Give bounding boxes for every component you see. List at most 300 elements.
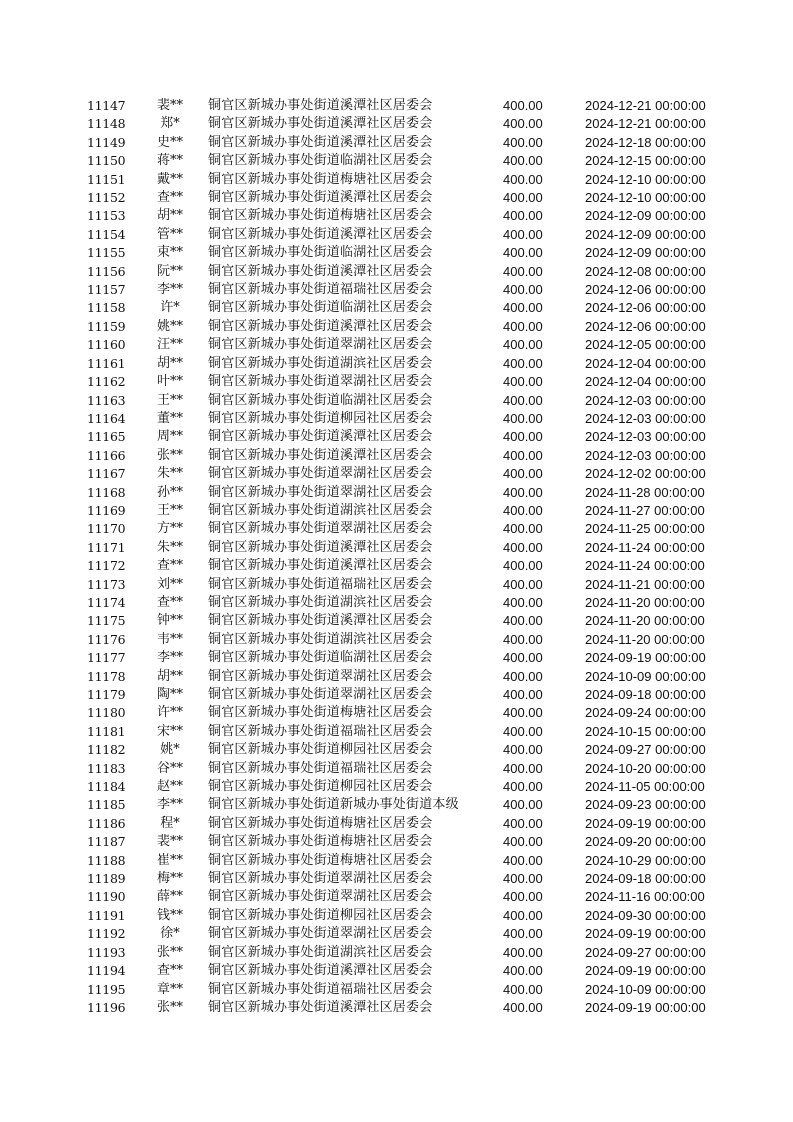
amount: 400.00 — [503, 705, 543, 721]
record-id: 11166 — [87, 447, 126, 463]
record-id: 11154 — [87, 226, 126, 242]
record-id: 11150 — [87, 153, 126, 169]
table-row — [0, 428, 793, 446]
payment-date: 2024-09-18 00:00:00 — [585, 687, 706, 702]
record-id: 11148 — [87, 116, 126, 132]
amount: 400.00 — [503, 871, 543, 887]
table-row — [0, 760, 793, 778]
recipient-name: 姚* — [160, 742, 180, 758]
recipient-name: 阮** — [156, 263, 183, 279]
community-name: 铜官区新城办事处街道溪潭社区居委会 — [208, 226, 433, 242]
payment-date: 2024-11-21 00:00:00 — [585, 576, 705, 592]
payment-date: 2024-12-10 00:00:00 — [585, 190, 706, 206]
amount: 400.00 — [503, 171, 543, 187]
payment-date: 2024-09-19 00:00:00 — [585, 999, 706, 1015]
table-row — [0, 833, 793, 851]
record-id: 11147 — [87, 98, 126, 113]
amount: 400.00 — [503, 999, 543, 1015]
payment-date: 2024-12-04 00:00:00 — [585, 355, 706, 371]
amount: 400.00 — [503, 429, 543, 445]
table-row — [0, 207, 793, 225]
amount: 400.00 — [503, 631, 543, 647]
community-name: 铜官区新城办事处街道翠湖社区居委会 — [208, 374, 433, 390]
community-name: 铜官区新城办事处街道梅塘社区居委会 — [208, 705, 433, 721]
community-name: 铜官区新城办事处街道临湖社区居委会 — [208, 153, 433, 169]
table-row — [0, 189, 793, 207]
record-id: 11160 — [87, 337, 126, 353]
record-id: 11195 — [87, 981, 126, 997]
record-id: 11171 — [87, 539, 126, 555]
recipient-name: 周** — [156, 429, 183, 445]
amount: 400.00 — [503, 926, 543, 942]
payment-date: 2024-11-20 00:00:00 — [585, 613, 705, 629]
amount: 400.00 — [503, 484, 543, 500]
recipient-name: 王** — [156, 502, 183, 518]
community-name: 铜官区新城办事处街道梅塘社区居委会 — [208, 815, 433, 831]
community-name: 铜官区新城办事处街道溪潭社区居委会 — [208, 116, 433, 132]
record-id: 11191 — [87, 907, 126, 923]
table-row — [0, 594, 793, 612]
recipient-name: 史** — [156, 134, 183, 150]
community-name: 铜官区新城办事处街道溪潭社区居委会 — [208, 447, 433, 463]
amount: 400.00 — [503, 447, 543, 463]
payment-date: 2024-12-15 00:00:00 — [585, 153, 706, 169]
amount: 400.00 — [503, 963, 543, 979]
record-id: 11159 — [87, 318, 126, 334]
payment-date: 2024-10-29 00:00:00 — [585, 852, 706, 868]
table-row — [0, 852, 793, 870]
community-name: 铜官区新城办事处街道溪潭社区居委会 — [208, 999, 433, 1015]
recipient-name: 赵** — [156, 779, 183, 795]
table-row — [0, 631, 793, 649]
community-name: 铜官区新城办事处街道柳园社区居委会 — [208, 779, 433, 795]
amount: 400.00 — [503, 466, 543, 482]
recipient-name: 李** — [156, 650, 183, 666]
table-row — [0, 741, 793, 759]
amount: 400.00 — [503, 723, 543, 739]
recipient-name: 许** — [156, 705, 183, 721]
recipient-name: 章** — [156, 981, 183, 997]
payment-date: 2024-09-30 00:00:00 — [585, 907, 706, 923]
table-row — [0, 318, 793, 336]
recipient-name: 张** — [156, 447, 183, 463]
recipient-name: 汪** — [156, 337, 183, 353]
record-id: 11182 — [87, 742, 126, 758]
table-row — [0, 244, 793, 262]
payment-date: 2024-12-10 00:00:00 — [585, 171, 706, 187]
community-name: 铜官区新城办事处街道福瑞社区居委会 — [208, 282, 433, 298]
recipient-name: 董** — [156, 410, 183, 426]
community-name: 铜官区新城办事处街道新城办事处街道本级 — [208, 797, 459, 813]
amount: 400.00 — [503, 300, 543, 316]
record-id: 11158 — [87, 300, 126, 316]
table-row — [0, 870, 793, 888]
recipient-name: 裴** — [156, 834, 183, 850]
table-row — [0, 981, 793, 999]
payment-date: 2024-09-19 00:00:00 — [585, 963, 706, 979]
amount: 400.00 — [503, 760, 543, 776]
amount: 400.00 — [503, 134, 543, 150]
community-name: 铜官区新城办事处街道翠湖社区居委会 — [208, 521, 433, 537]
record-id: 11167 — [87, 466, 126, 482]
table-row — [0, 944, 793, 962]
record-id: 11172 — [87, 558, 126, 574]
recipient-name: 郑* — [160, 116, 180, 132]
table-row — [0, 668, 793, 686]
recipient-name: 叶** — [156, 374, 183, 390]
community-name: 铜官区新城办事处街道临湖社区居委会 — [208, 245, 433, 261]
payment-date: 2024-12-03 00:00:00 — [585, 392, 706, 408]
community-name: 铜官区新城办事处街道梅塘社区居委会 — [208, 171, 433, 187]
payment-date: 2024-10-20 00:00:00 — [585, 760, 706, 776]
recipient-name: 戴** — [156, 171, 183, 187]
amount: 400.00 — [503, 613, 543, 629]
community-name: 铜官区新城办事处街道溪潭社区居委会 — [208, 613, 433, 629]
table-row — [0, 649, 793, 667]
record-id: 11149 — [87, 134, 126, 150]
payment-date: 2024-09-27 00:00:00 — [585, 742, 706, 758]
recipient-name: 管** — [156, 226, 183, 242]
table-row — [0, 97, 793, 115]
payment-date: 2024-09-19 00:00:00 — [585, 815, 706, 831]
amount: 400.00 — [503, 337, 543, 353]
record-id: 11152 — [87, 190, 126, 206]
amount: 400.00 — [503, 410, 543, 426]
amount: 400.00 — [503, 944, 543, 960]
community-name: 铜官区新城办事处街道临湖社区居委会 — [208, 650, 433, 666]
table-row — [0, 723, 793, 741]
table-row — [0, 281, 793, 299]
payment-date: 2024-11-20 00:00:00 — [585, 594, 705, 610]
table-row — [0, 502, 793, 520]
payment-date: 2024-11-24 00:00:00 — [585, 558, 705, 574]
table-row — [0, 226, 793, 244]
payment-date: 2024-10-09 00:00:00 — [585, 981, 706, 997]
record-id: 11192 — [87, 926, 126, 942]
payment-date: 2024-11-24 00:00:00 — [585, 539, 705, 555]
table-row — [0, 447, 793, 465]
recipient-name: 崔** — [156, 852, 183, 868]
payment-date: 2024-11-28 00:00:00 — [585, 484, 705, 500]
payment-date: 2024-12-03 00:00:00 — [585, 447, 706, 463]
record-id: 11194 — [87, 963, 126, 979]
table-row — [0, 962, 793, 980]
amount: 400.00 — [503, 815, 543, 831]
record-id: 11151 — [87, 171, 126, 187]
community-name: 铜官区新城办事处街道翠湖社区居委会 — [208, 466, 433, 482]
community-name: 铜官区新城办事处街道福瑞社区居委会 — [208, 723, 433, 739]
recipient-name: 王** — [156, 392, 183, 408]
community-name: 铜官区新城办事处街道湖滨社区居委会 — [208, 355, 433, 371]
payment-date: 2024-12-21 00:00:00 — [585, 116, 706, 132]
recipient-name: 方** — [156, 521, 183, 537]
community-name: 铜官区新城办事处街道湖滨社区居委会 — [208, 502, 433, 518]
table-row — [0, 410, 793, 428]
table-row — [0, 263, 793, 281]
amount: 400.00 — [503, 539, 543, 555]
payment-date: 2024-09-18 00:00:00 — [585, 871, 706, 887]
amount: 400.00 — [503, 687, 543, 702]
record-id: 11157 — [87, 282, 126, 298]
amount: 400.00 — [503, 355, 543, 371]
subsidy-table — [0, 97, 793, 1017]
payment-date: 2024-12-03 00:00:00 — [585, 429, 706, 445]
table-row — [0, 373, 793, 391]
table-row — [0, 612, 793, 630]
record-id: 11190 — [87, 889, 126, 905]
community-name: 铜官区新城办事处街道临湖社区居委会 — [208, 300, 433, 316]
recipient-name: 束** — [156, 245, 183, 261]
amount: 400.00 — [503, 576, 543, 592]
table-row — [0, 355, 793, 373]
record-id: 11173 — [87, 576, 126, 592]
payment-date: 2024-09-24 00:00:00 — [585, 705, 706, 721]
record-id: 11185 — [87, 797, 126, 813]
amount: 400.00 — [503, 981, 543, 997]
payment-date: 2024-12-02 00:00:00 — [585, 466, 706, 482]
table-row — [0, 134, 793, 152]
community-name: 铜官区新城办事处街道溪潭社区居委会 — [208, 318, 433, 334]
amount: 400.00 — [503, 153, 543, 169]
recipient-name: 刘** — [156, 576, 183, 592]
recipient-name: 查** — [156, 594, 183, 610]
record-id: 11163 — [87, 392, 126, 408]
community-name: 铜官区新城办事处街道翠湖社区居委会 — [208, 871, 433, 887]
payment-date: 2024-12-06 00:00:00 — [585, 282, 706, 298]
amount: 400.00 — [503, 318, 543, 334]
amount: 400.00 — [503, 650, 543, 666]
payment-date: 2024-09-27 00:00:00 — [585, 944, 706, 960]
amount: 400.00 — [503, 263, 543, 279]
table-row — [0, 888, 793, 906]
community-name: 铜官区新城办事处街道溪潭社区居委会 — [208, 134, 433, 150]
amount: 400.00 — [503, 889, 543, 905]
table-row — [0, 796, 793, 814]
amount: 400.00 — [503, 779, 543, 795]
recipient-name: 程* — [160, 815, 180, 831]
community-name: 铜官区新城办事处街道柳园社区居委会 — [208, 907, 433, 923]
recipient-name: 李** — [156, 797, 183, 813]
community-name: 铜官区新城办事处街道溪潭社区居委会 — [208, 98, 433, 113]
payment-date: 2024-12-18 00:00:00 — [585, 134, 706, 150]
payment-date: 2024-12-06 00:00:00 — [585, 318, 706, 334]
record-id: 11189 — [87, 871, 126, 887]
table-row — [0, 778, 793, 796]
community-name: 铜官区新城办事处街道翠湖社区居委会 — [208, 484, 433, 500]
community-name: 铜官区新城办事处街道翠湖社区居委会 — [208, 889, 433, 905]
payment-date: 2024-11-05 00:00:00 — [585, 779, 705, 795]
recipient-name: 朱** — [156, 466, 183, 482]
community-name: 铜官区新城办事处街道梅塘社区居委会 — [208, 852, 433, 868]
recipient-name: 陶** — [156, 687, 183, 702]
payment-date: 2024-12-09 00:00:00 — [585, 245, 706, 261]
recipient-name: 许* — [160, 300, 180, 316]
amount: 400.00 — [503, 116, 543, 132]
amount: 400.00 — [503, 852, 543, 868]
amount: 400.00 — [503, 392, 543, 408]
table-row — [0, 576, 793, 594]
community-name: 铜官区新城办事处街道湖滨社区居委会 — [208, 594, 433, 610]
record-id: 11165 — [87, 429, 126, 445]
record-id: 11196 — [87, 999, 126, 1015]
recipient-name: 李** — [156, 282, 183, 298]
table-row — [0, 484, 793, 502]
payment-date: 2024-09-19 00:00:00 — [585, 926, 706, 942]
record-id: 11155 — [87, 245, 126, 261]
table-row — [0, 171, 793, 189]
table-row — [0, 704, 793, 722]
record-id: 11187 — [87, 834, 126, 850]
recipient-name: 孙** — [156, 484, 183, 500]
record-id: 11164 — [87, 410, 126, 426]
payment-date: 2024-12-09 00:00:00 — [585, 208, 706, 224]
payment-date: 2024-12-05 00:00:00 — [585, 337, 706, 353]
payment-date: 2024-09-19 00:00:00 — [585, 650, 706, 666]
record-id: 11162 — [87, 374, 126, 390]
record-id: 11178 — [87, 668, 126, 684]
payment-date: 2024-12-08 00:00:00 — [585, 263, 706, 279]
recipient-name: 张** — [156, 944, 183, 960]
amount: 400.00 — [503, 208, 543, 224]
record-id: 11181 — [87, 723, 126, 739]
recipient-name: 姚** — [156, 318, 183, 334]
amount: 400.00 — [503, 502, 543, 518]
recipient-name: 裴** — [156, 98, 183, 113]
record-id: 11193 — [87, 944, 126, 960]
recipient-name: 蒋** — [156, 153, 183, 169]
payment-date: 2024-09-23 00:00:00 — [585, 797, 706, 813]
record-id: 11184 — [87, 779, 126, 795]
payment-date: 2024-11-27 00:00:00 — [585, 502, 705, 518]
community-name: 铜官区新城办事处街道溪潭社区居委会 — [208, 963, 433, 979]
recipient-name: 钟** — [156, 613, 183, 629]
table-row — [0, 539, 793, 557]
table-row — [0, 557, 793, 575]
community-name: 铜官区新城办事处街道福瑞社区居委会 — [208, 981, 433, 997]
amount: 400.00 — [503, 282, 543, 298]
record-id: 11170 — [87, 521, 126, 537]
recipient-name: 胡** — [156, 355, 183, 371]
payment-date: 2024-10-09 00:00:00 — [585, 668, 706, 684]
recipient-name: 梅** — [156, 871, 183, 887]
recipient-name: 查** — [156, 558, 183, 574]
community-name: 铜官区新城办事处街道湖滨社区居委会 — [208, 944, 433, 960]
payment-date: 2024-12-03 00:00:00 — [585, 410, 706, 426]
table-row — [0, 520, 793, 538]
record-id: 11176 — [87, 631, 126, 647]
recipient-name: 谷** — [156, 760, 183, 776]
community-name: 铜官区新城办事处街道翠湖社区居委会 — [208, 668, 433, 684]
table-row — [0, 152, 793, 170]
community-name: 铜官区新城办事处街道梅塘社区居委会 — [208, 834, 433, 850]
table-row — [0, 686, 793, 704]
amount: 400.00 — [503, 594, 543, 610]
record-id: 11179 — [87, 687, 126, 702]
recipient-name: 胡** — [156, 208, 183, 224]
recipient-name: 查** — [156, 190, 183, 206]
community-name: 铜官区新城办事处街道福瑞社区居委会 — [208, 576, 433, 592]
amount: 400.00 — [503, 245, 543, 261]
recipient-name: 薛** — [156, 889, 183, 905]
table-row — [0, 999, 793, 1017]
table-row — [0, 115, 793, 133]
recipient-name: 张** — [156, 999, 183, 1015]
community-name: 铜官区新城办事处街道柳园社区居委会 — [208, 742, 433, 758]
table-row — [0, 465, 793, 483]
amount: 400.00 — [503, 668, 543, 684]
record-id: 11180 — [87, 705, 126, 721]
recipient-name: 朱** — [156, 539, 183, 555]
table-row — [0, 392, 793, 410]
table-row — [0, 907, 793, 925]
community-name: 铜官区新城办事处街道福瑞社区居委会 — [208, 760, 433, 776]
amount: 400.00 — [503, 742, 543, 758]
community-name: 铜官区新城办事处街道翠湖社区居委会 — [208, 926, 433, 942]
record-id: 11188 — [87, 852, 126, 868]
community-name: 铜官区新城办事处街道溪潭社区居委会 — [208, 429, 433, 445]
amount: 400.00 — [503, 558, 543, 574]
record-id: 11177 — [87, 650, 126, 666]
payment-date: 2024-11-16 00:00:00 — [585, 889, 705, 905]
community-name: 铜官区新城办事处街道翠湖社区居委会 — [208, 337, 433, 353]
payment-date: 2024-12-21 00:00:00 — [585, 98, 706, 113]
payment-date: 2024-12-09 00:00:00 — [585, 226, 706, 242]
recipient-name: 钱** — [156, 907, 183, 923]
table-row — [0, 336, 793, 354]
amount: 400.00 — [503, 834, 543, 850]
recipient-name: 查** — [156, 963, 183, 979]
community-name: 铜官区新城办事处街道溪潭社区居委会 — [208, 539, 433, 555]
record-id: 11161 — [87, 355, 126, 371]
record-id: 11169 — [87, 502, 126, 518]
record-id: 11175 — [87, 613, 126, 629]
amount: 400.00 — [503, 521, 543, 537]
amount: 400.00 — [503, 907, 543, 923]
amount: 400.00 — [503, 190, 543, 206]
amount: 400.00 — [503, 98, 543, 113]
record-id: 11156 — [87, 263, 126, 279]
community-name: 铜官区新城办事处街道湖滨社区居委会 — [208, 631, 433, 647]
payment-date: 2024-11-20 00:00:00 — [585, 631, 705, 647]
recipient-name: 胡** — [156, 668, 183, 684]
table-row — [0, 925, 793, 943]
record-id: 11168 — [87, 484, 126, 500]
record-id: 11153 — [87, 208, 126, 224]
table-row — [0, 299, 793, 317]
recipient-name: 徐* — [160, 926, 180, 942]
community-name: 铜官区新城办事处街道溪潭社区居委会 — [208, 263, 433, 279]
community-name: 铜官区新城办事处街道柳园社区居委会 — [208, 410, 433, 426]
payment-date: 2024-09-20 00:00:00 — [585, 834, 706, 850]
recipient-name: 韦** — [156, 631, 183, 647]
table-row — [0, 815, 793, 833]
payment-date: 2024-11-25 00:00:00 — [585, 521, 705, 537]
amount: 400.00 — [503, 797, 543, 813]
record-id: 11183 — [87, 760, 126, 776]
amount: 400.00 — [503, 226, 543, 242]
community-name: 铜官区新城办事处街道翠湖社区居委会 — [208, 687, 433, 702]
record-id: 11186 — [87, 815, 126, 831]
community-name: 铜官区新城办事处街道溪潭社区居委会 — [208, 558, 433, 574]
payment-date: 2024-12-06 00:00:00 — [585, 300, 706, 316]
community-name: 铜官区新城办事处街道临湖社区居委会 — [208, 392, 433, 408]
recipient-name: 宋** — [156, 723, 183, 739]
amount: 400.00 — [503, 374, 543, 390]
community-name: 铜官区新城办事处街道溪潭社区居委会 — [208, 190, 433, 206]
community-name: 铜官区新城办事处街道梅塘社区居委会 — [208, 208, 433, 224]
payment-date: 2024-12-04 00:00:00 — [585, 374, 706, 390]
record-id: 11174 — [87, 594, 126, 610]
